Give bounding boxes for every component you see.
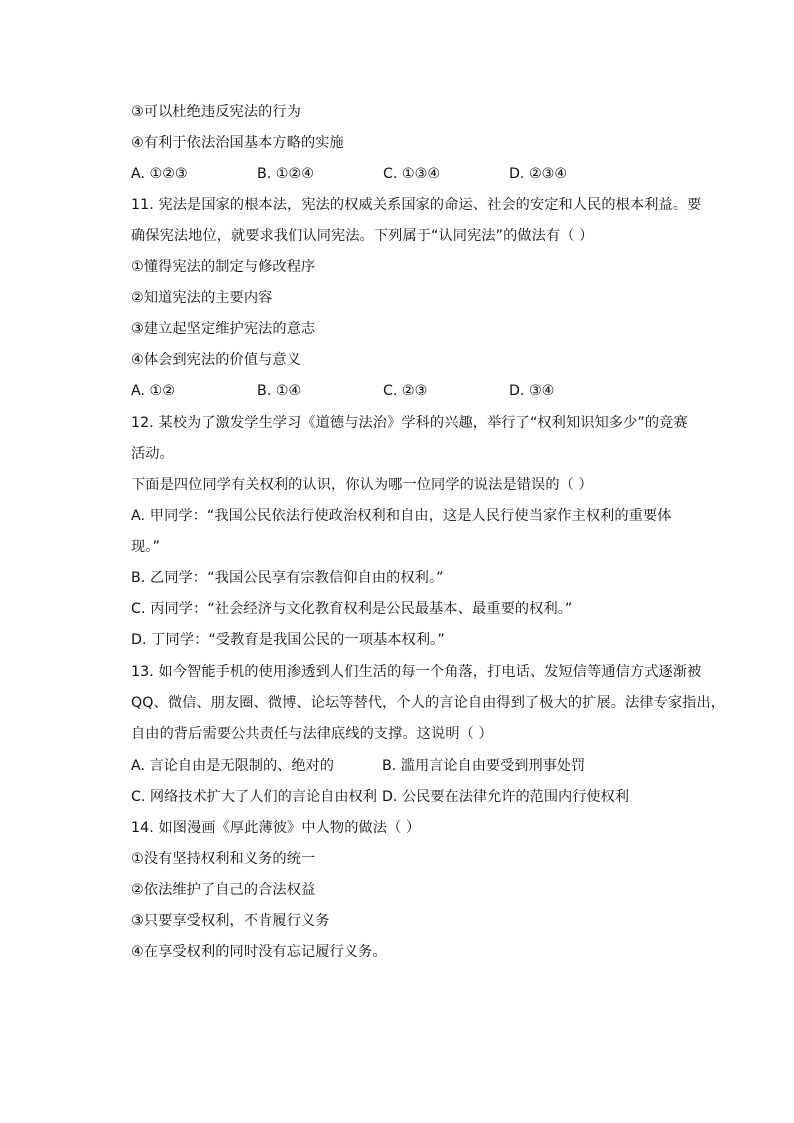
q12-stem-line-1: 12. 某校为了激发学生学习《道德与法治》学科的兴趣，举行了“权利知识知多少”的竞赛	[131, 415, 688, 431]
q10-item-4: ④有利于依法治国基本方略的实施	[131, 135, 344, 151]
q11-option-d: D. ③④	[509, 383, 555, 399]
q11-item-3: ③建立起坚定维护宪法的意志	[131, 321, 316, 337]
q12-option-a-line-2: 现。”	[131, 539, 160, 555]
q14-item-1: ①没有坚持权利和义务的统一	[131, 851, 316, 867]
q14-stem: 14. 如图漫画《厚此薄彼》中人物的做法（ ）	[131, 820, 421, 836]
q10-option-a: A. ①②③	[131, 166, 188, 182]
q13-stem-line-1: 13. 如今智能手机的使用渗透到人们生活的每一个角落，打电话、发短信等通信方式逐渐被	[131, 664, 702, 680]
q13-option-d: D. 公民要在法律允许的范围内行使权利	[382, 789, 629, 805]
q14-item-3: ③只要享受权利，不肯履行义务	[131, 913, 330, 929]
q10-option-d: D. ②③④	[509, 166, 568, 182]
q12-option-d: D. 丁同学：“受教育是我国公民的一项基本权利。”	[131, 632, 445, 648]
q11-item-1: ①懂得宪法的制定与修改程序	[131, 259, 316, 275]
q11-item-4: ④体会到宪法的价值与意义	[131, 352, 301, 368]
q12-option-a-line-1: A. 甲同学：“我国公民依法行使政治权利和自由，这是人民行使当家作主权利的重要体	[131, 508, 672, 524]
q11-option-b: B. ①④	[257, 383, 302, 399]
q12-option-c: C. 丙同学：“社会经济与文化教育权利是公民最基本、最重要的权利。”	[131, 601, 573, 617]
q10-option-b: B. ①②④	[257, 166, 314, 182]
q14-item-4: ④在享受权利的同时没有忘记履行义务。	[131, 944, 387, 960]
q10-item-3: ③可以杜绝违反宪法的行为	[131, 104, 301, 120]
q12-stem-line-2: 活动。	[131, 446, 174, 462]
q11-option-c: C. ②③	[383, 383, 428, 399]
q12-stem-line-3: 下面是四位同学有关权利的认识，你认为哪一位同学的说法是错误的（ ）	[131, 477, 593, 493]
q13-stem-line-2: QQ、微信、朋友圈、微博、论坛等替代，个人的言论自由得到了极大的扩展。法律专家指出，	[131, 695, 726, 711]
q14-item-2: ②依法维护了自己的合法权益	[131, 882, 316, 898]
q10-option-c: C. ①③④	[383, 166, 441, 182]
q13-option-b: B. 滥用言论自由要受到刑事处罚	[382, 758, 586, 774]
q11-stem-line-2: 确保宪法地位，就要求我们认同宪法。下列属于“认同宪法”的做法有（ ）	[131, 228, 594, 244]
q13-stem-line-3: 自由的背后需要公共责任与法律底线的支撑。这说明（ ）	[131, 726, 493, 742]
q11-item-2: ②知道宪法的主要内容	[131, 290, 273, 306]
q11-option-a: A. ①②	[131, 383, 175, 399]
q13-option-c: C. 网络技术扩大了人们的言论自由权利	[131, 789, 377, 805]
q12-option-b: B. 乙同学：“我国公民享有宗教信仰自由的权利。”	[131, 570, 444, 586]
q11-stem-line-1: 11. 宪法是国家的根本法，宪法的权威关系国家的命运、社会的安定和人民的根本利益。要	[131, 197, 702, 213]
q13-option-a: A. 言论自由是无限制的、绝对的	[131, 758, 334, 774]
